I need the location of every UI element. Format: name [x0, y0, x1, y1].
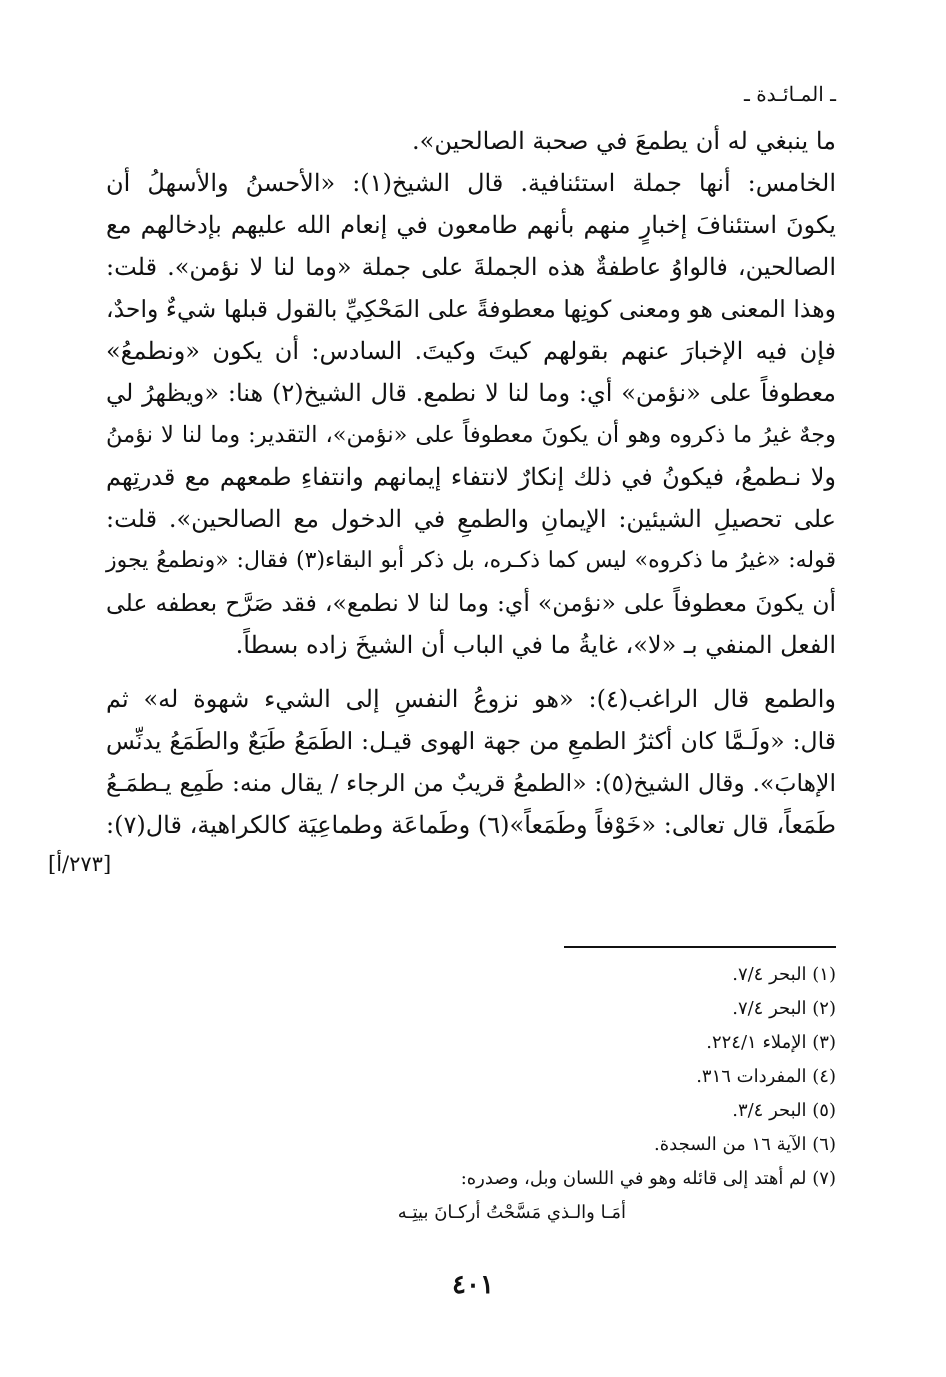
text-line: ولا نـطمعُ، فيكونُ في ذلك إنكارٌ لانتفاء إيمانهم وانتفاءِ طمعهم مع قدرتِهم — [106, 463, 837, 491]
text-line: يكونَ استئنافَ إخبارٍ منهم بأنهم طامعون في إنعام الله عليهم بإدخالهم مع — [106, 211, 836, 239]
folio-margin-note: [٢٧٣/أ] — [48, 852, 112, 876]
text-line: معطوفاً على «نؤمن» أي: وما لنا لا نطمع. قال الشيخ(٢) هنا: «ويظهرُ لي — [106, 379, 837, 407]
text-line: قال: «ولَـمَّا كان أكثرُ الطمعِ من جهة الهوى قيـل: الطَمَعُ طَبَعٌ والطَمَعُ يدنِّس — [106, 727, 836, 755]
running-header: ـ المـائـدة ـ — [743, 82, 836, 106]
text-line: الإهابَ». وقال الشيخ(٥): «الطمعُ قريبٌ من الرجاء / يقال منه: طَمِع يـطمَـعُ — [106, 769, 836, 797]
text-line: وهذا المعنى هو ومعنى كونِها معطوفةً على المَحْكِيِّ بالقول قبلها شيءٌ واحدٌ، — [106, 295, 836, 323]
footnotes — [106, 958, 836, 1230]
footnote: (٤) المفردات ٣١٦. — [696, 1066, 836, 1087]
text-line: فإن فيه الإخبارَ عنهم بقولهم كيتَ وكيتَ. السادس: أن يكون «ونطمعُ» — [106, 337, 836, 365]
text-line: ما ينبغي له أن يطمعَ في صحبة الصالحين». — [412, 127, 836, 155]
text-line: على تحصيلِ الشيئين: الإيمانِ والطمعِ في الدخول مع الصالحين». قلت: — [106, 505, 836, 533]
text-line: طَمَعاً، قال تعالى: «خَوْفاً وطَمَعاً»(٦) وطَماعَة وطماعِيَة كالكراهية، قال(٧): — [106, 811, 836, 839]
footnote-divider — [564, 946, 836, 948]
footnote: (٥) البحر ٣/٤. — [732, 1100, 836, 1121]
text-line: الفعل المنفي بـ «لا»، غايةُ ما في الباب أن الشيخَ زاده بسطاً. — [235, 631, 836, 659]
text-line: الصالحين، فالواوُ عاطفةٌ هذه الجملةَ على جملة «وما لنا لا نؤمن». قلت: — [106, 253, 836, 281]
footnote: (٧) لم أهتد إلى قائله وهو في اللسان وبل، وصدره: — [460, 1168, 836, 1189]
page-number: ٤٠١ — [452, 1270, 494, 1300]
main-text — [106, 120, 836, 846]
text-line: وجهٌ غيرُ ما ذكروه وهو أن يكونَ معطوفاً على «نؤمن»، التقدير: وما لنا لا نؤمنُ — [106, 422, 836, 448]
text-line: والطمع قال الراغب(٤): «هو نزوعُ النفسِ إلى الشيء شهوة له» ثم — [106, 685, 836, 713]
text-line: قوله: «غيرُ ما ذكروه» ليس كما ذكـره، بل ذكر أبو البقاء(٣) فقال: «ونطمعُ يجوز — [106, 548, 836, 573]
footnote: (٦) الآية ١٦ من السجدة. — [653, 1134, 836, 1155]
text-line: أن يكونَ معطوفاً على «نؤمن» أي: وما لنا لا نطمع»، فقد صَرَّح بعطفه على — [106, 589, 836, 617]
footnote-verse: أمَـا والـذي مَسَّحْتُ أركـانَ بيتِـه — [397, 1202, 626, 1223]
text-line: الخامس: أنها جملة استئنافية. قال الشيخ(١): «الأحسنُ والأسهلُ أن — [106, 169, 836, 197]
footnote: (٢) البحر ٧/٤. — [732, 998, 836, 1019]
footnote: (١) البحر ٧/٤. — [732, 964, 836, 985]
footnote: (٣) الإملاء ٢٢٤/١. — [706, 1032, 836, 1053]
